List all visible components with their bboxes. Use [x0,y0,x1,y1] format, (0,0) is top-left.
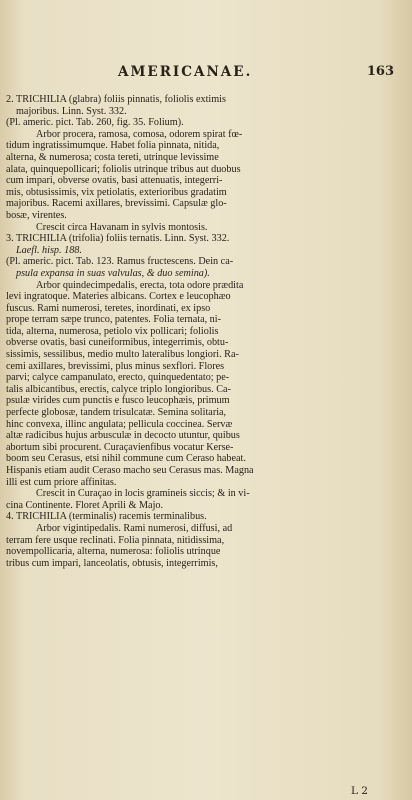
text-line: Crescit circa Havanam in sylvis montosis. [36,221,208,233]
text-line: 2. TRICHILIA (glabra) foliis pinnatis, foliolis extimis [6,94,226,105]
text-line: mis, obtusissimis, vix petiolatis, exterioribus gradatim [6,186,227,198]
text-line: novempollicaria, alterna, numerosa: foliolis utrinque [6,546,221,558]
text-line: psula expansa in suas valvulas, & duo semina). [16,267,210,279]
signature-mark: L 2 [351,785,368,797]
text-line: Laefl. hisp. 188. [16,244,82,256]
text-line: 4. TRICHILIA (terminalis) racemis terminalibus. [6,511,207,523]
running-head [0,64,412,84]
text-line: alterna, & numerosa; costa tereti, utrinque levissime [6,151,219,163]
text-line: perfecte globosæ, tandem trisulcatæ. Semina solitaria, [6,407,227,419]
text-line: Arbor vigintipedalis. Rami numerosi, diffusi, ad [36,522,233,534]
text-line: fuscus. Rami numerosi, teretes, inordinati, ex ipso [6,302,211,314]
text-line: psulæ virides cum punctis e fusco leucophæis, primum [6,395,230,407]
text-line: tidum ingratissimumque. Habet folia pinnata, nitida, [6,140,220,152]
text-line: alata, quinquepollicari; foliolis utrinque tribus aut duobus [6,163,241,175]
text-line: hinc convexa, illinc angulata; pellicula coccinea. Servæ [6,418,233,430]
text-line: 3. TRICHILIA (trifolia) foliis ternatis. Linn. Syst. 332. [6,233,230,245]
text-line: (Pl. americ. pict. Tab. 260, fig. 35. Folium). [6,117,184,129]
text-line: tida, alterna, numerosa, petiolo vix pollicari; foliolis [6,325,219,337]
text-line: Hispanis etiam audit Ceraso macho seu Cerasus mas. Magna [6,465,254,476]
text-line: talis albicantibus, erectis, calyce triplo longioribus. Ca- [6,383,231,395]
text-line: abortum sibi procurent. Curaçavienfibus vocatur Kerse- [6,441,234,453]
body-text [6,94,398,569]
text-line: cemi axillares, brevissimi, plus minus sexflori. Flores [6,360,225,372]
text-line: altæ radicibus hujus arbusculæ in decocto utuntur, quibus [6,430,240,442]
text-line: terram fere usque reclinati. Folia pinnata, nitidissima, [6,534,225,546]
text-line: Arbor procera, ramosa, comosa, odorem spirat fœ- [36,128,243,140]
text-line: illi est cum priore affinitas. [6,476,117,488]
text-line: bosæ, virentes. [6,209,67,221]
text-line: obverse ovatis, basi cuneiformibus, integerrimis, obtu- [6,337,229,349]
page-number: 163 [366,64,394,79]
text-line: Crescit in Curaçao in locis gramineis siccis; & in vi- [36,488,250,500]
text-line: parvi; calyce campanulato, erecto, quinquedentato; pe- [6,372,230,384]
text-line: cina Continente. Floret Aprili & Majo. [6,499,164,511]
text-line: Arbor quindecimpedalis, erecta, tota odore prædita [36,279,244,291]
text-line: majoribus. Linn. Syst. 332. [16,105,127,117]
text-line: majoribus. Racemi axillares, brevissimi. Capsulæ glo- [6,198,227,210]
text-line: tribus cum impari, lanceolatis, obtusis, integerrimis, [6,557,218,569]
text-line: boom seu Cerasus, etsi nihil commune cum Ceraso habeat. [6,453,246,465]
text-line: prope terram sæpe trunco, patentes. Folia ternata, ni- [6,314,221,326]
text-line: levi ingratoque. Materies albicans. Cortex e leucophæo [6,291,231,303]
text-line: sissimis, sessilibus, medio multo lateralibus longiori. Ra- [6,349,239,361]
text-line: (Pl. americ. pict. Tab. 123. Ramus fructescens. Dein ca- [6,256,234,268]
running-title: AMERICANAE. [118,64,253,80]
text-line: cum impari, obverse ovatis, basi attenuatis, integerri- [6,175,223,187]
